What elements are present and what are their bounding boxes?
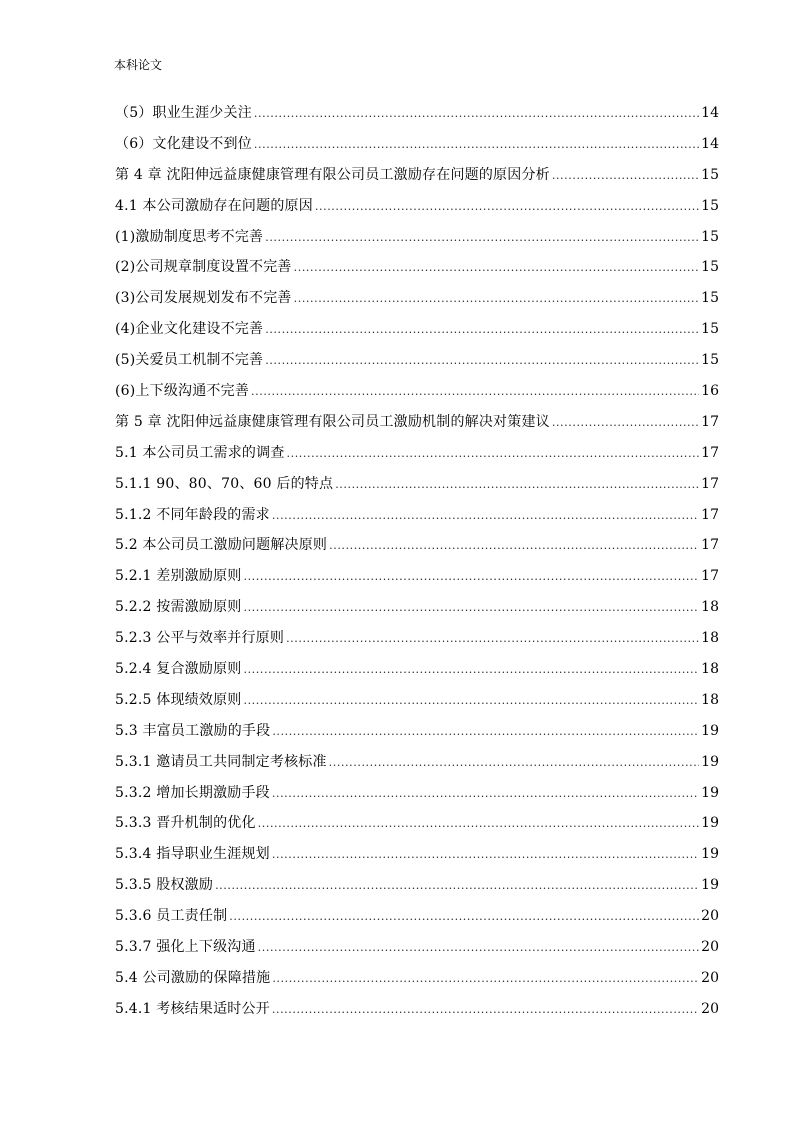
toc-entry-page: 19 xyxy=(701,815,719,832)
toc-entry-title: (4)企业文化建设不完善 xyxy=(115,321,264,338)
toc-entry-page: 16 xyxy=(701,383,719,400)
toc-entry[interactable] xyxy=(115,654,719,685)
toc-entry-page: 14 xyxy=(701,135,719,152)
toc-entry[interactable] xyxy=(115,747,719,778)
toc-entry[interactable] xyxy=(115,98,719,129)
dot-leader xyxy=(294,253,700,284)
dot-leader xyxy=(258,809,700,840)
toc-entry-title: 5.2.2 按需激励原则 xyxy=(115,599,242,616)
toc-entry[interactable] xyxy=(115,191,719,222)
toc-entry[interactable] xyxy=(115,252,719,283)
toc-entry-page: 19 xyxy=(701,722,719,739)
page-header: 本科论文 xyxy=(114,58,163,72)
toc-entry-page: 19 xyxy=(701,753,719,770)
dot-leader xyxy=(552,161,699,192)
dot-leader xyxy=(258,933,700,964)
toc-entry-title: (5)关爱员工机制不完善 xyxy=(115,352,264,369)
toc-entry[interactable] xyxy=(115,778,719,809)
table-of-contents xyxy=(115,98,719,1025)
dot-leader xyxy=(272,964,699,995)
toc-entry-page: 15 xyxy=(701,259,719,276)
toc-entry[interactable] xyxy=(115,994,719,1025)
toc-entry[interactable] xyxy=(115,932,719,963)
toc-entry-page: 17 xyxy=(701,506,719,523)
toc-entry-title: (6)上下级沟通不完善 xyxy=(115,383,250,400)
dot-leader xyxy=(243,655,699,686)
toc-entry-page: 14 xyxy=(701,105,719,121)
toc-entry-title: 5.3 丰富员工激励的手段 xyxy=(115,722,271,739)
dot-leader xyxy=(243,686,699,717)
toc-entry-page: 18 xyxy=(701,599,719,616)
toc-entry-page: 17 xyxy=(701,475,719,492)
toc-entry-page: 20 xyxy=(701,1000,719,1017)
toc-entry-title: 第 4 章 沈阳伸远益康健康管理有限公司员工激励存在问题的原因分析 xyxy=(115,166,550,183)
dot-leader xyxy=(229,902,699,933)
dot-leader xyxy=(335,470,699,501)
toc-entry-page: 17 xyxy=(701,537,719,554)
toc-entry-page: 18 xyxy=(701,630,719,647)
dot-leader xyxy=(272,717,699,748)
toc-entry[interactable] xyxy=(115,808,719,839)
dot-leader xyxy=(315,192,699,223)
toc-entry[interactable] xyxy=(115,839,719,870)
toc-entry-page: 18 xyxy=(701,691,719,708)
toc-entry-page: 19 xyxy=(701,877,719,894)
toc-entry-title: （5）职业生涯少关注 xyxy=(115,105,252,121)
dot-leader xyxy=(272,779,699,810)
toc-entry-page: 15 xyxy=(701,290,719,307)
dot-leader xyxy=(272,840,699,871)
toc-entry[interactable] xyxy=(115,623,719,654)
dot-leader xyxy=(254,130,699,161)
toc-entry[interactable] xyxy=(115,222,719,253)
dot-leader xyxy=(215,871,699,902)
toc-entry[interactable] xyxy=(115,870,719,901)
toc-entry-title: 5.1.1 90、80、70、60 后的特点 xyxy=(115,475,334,492)
toc-entry-title: 5.2.1 差别激励原则 xyxy=(115,568,242,585)
toc-entry-page: 15 xyxy=(701,166,719,183)
toc-entry-title: 5.3.2 增加长期激励手段 xyxy=(115,784,270,801)
toc-entry-title: (3)公司发展规划发布不完善 xyxy=(115,290,292,307)
toc-entry-page: 19 xyxy=(701,784,719,801)
dot-leader xyxy=(243,593,699,624)
dot-leader xyxy=(329,748,700,779)
toc-entry-page: 17 xyxy=(701,444,719,461)
toc-entry[interactable] xyxy=(115,561,719,592)
toc-entry-title: 5.3.4 指导职业生涯规划 xyxy=(115,846,270,863)
toc-entry-title: 5.2.4 复合激励原则 xyxy=(115,661,242,678)
toc-entry[interactable] xyxy=(115,283,719,314)
toc-entry-title: 5.4.1 考核结果适时公开 xyxy=(115,1000,270,1017)
toc-entry-page: 19 xyxy=(701,846,719,863)
toc-entry[interactable] xyxy=(115,314,719,345)
toc-entry-page: 20 xyxy=(701,969,719,986)
toc-entry-title: 5.3.6 员工责任制 xyxy=(115,908,228,925)
dot-leader xyxy=(552,408,699,439)
toc-entry-title: （6）文化建设不到位 xyxy=(115,135,252,152)
toc-entry-page: 15 xyxy=(701,321,719,338)
toc-entry[interactable] xyxy=(115,129,719,160)
toc-entry-title: 5.1.2 不同年龄段的需求 xyxy=(115,506,270,523)
toc-entry-title: (2)公司规章制度设置不完善 xyxy=(115,259,292,276)
toc-entry-title: 5.2 本公司员工激励问题解决原则 xyxy=(115,537,328,554)
toc-entry[interactable] xyxy=(115,500,719,531)
toc-entry-page: 18 xyxy=(701,661,719,678)
toc-entry-title: (1)激励制度思考不完善 xyxy=(115,228,264,245)
toc-entry[interactable] xyxy=(115,160,719,191)
dot-leader xyxy=(272,501,699,532)
toc-entry[interactable] xyxy=(115,716,719,747)
toc-entry-title: 5.3.3 晋升机制的优化 xyxy=(115,815,256,832)
toc-entry-title: 5.3.5 股权激励 xyxy=(115,877,214,894)
dot-leader xyxy=(265,223,699,254)
dot-leader xyxy=(272,995,699,1026)
toc-entry-page: 15 xyxy=(701,352,719,369)
toc-entry-page: 20 xyxy=(701,939,719,956)
dot-leader xyxy=(287,439,700,470)
toc-entry-page: 17 xyxy=(701,413,719,430)
toc-entry[interactable] xyxy=(115,376,719,407)
dot-leader xyxy=(243,562,699,593)
toc-entry[interactable] xyxy=(115,530,719,561)
toc-entry-title: 5.3.1 邀请员工共同制定考核标准 xyxy=(115,753,327,770)
toc-entry-page: 15 xyxy=(701,197,719,214)
toc-entry-page: 15 xyxy=(701,228,719,245)
toc-entry-page: 17 xyxy=(701,568,719,585)
toc-entry-title: 5.2.3 公平与效率并行原则 xyxy=(115,630,285,647)
toc-entry-title: 第 5 章 沈阳伸远益康健康管理有限公司员工激励机制的解决对策建议 xyxy=(115,413,550,430)
dot-leader xyxy=(265,315,699,346)
dot-leader xyxy=(251,377,699,408)
toc-entry-title: 5.1 本公司员工需求的调查 xyxy=(115,444,285,461)
toc-entry[interactable] xyxy=(115,438,719,469)
toc-entry-title: 4.1 本公司激励存在问题的原因 xyxy=(115,197,313,214)
toc-entry[interactable] xyxy=(115,345,719,376)
toc-entry[interactable] xyxy=(115,963,719,994)
toc-entry[interactable] xyxy=(115,901,719,932)
dot-leader xyxy=(265,346,699,377)
dot-leader xyxy=(286,624,699,655)
toc-entry[interactable] xyxy=(115,469,719,500)
dot-leader xyxy=(294,284,700,315)
toc-entry-page: 20 xyxy=(701,908,719,925)
toc-entry-title: 5.4 公司激励的保障措施 xyxy=(115,969,271,986)
toc-entry-title: 5.3.7 强化上下级沟通 xyxy=(115,939,256,956)
toc-entry-title: 5.2.5 体现绩效原则 xyxy=(115,691,242,708)
dot-leader xyxy=(329,531,699,562)
toc-entry[interactable] xyxy=(115,592,719,623)
toc-entry[interactable] xyxy=(115,407,719,438)
toc-entry[interactable] xyxy=(115,685,719,716)
dot-leader xyxy=(254,99,699,130)
